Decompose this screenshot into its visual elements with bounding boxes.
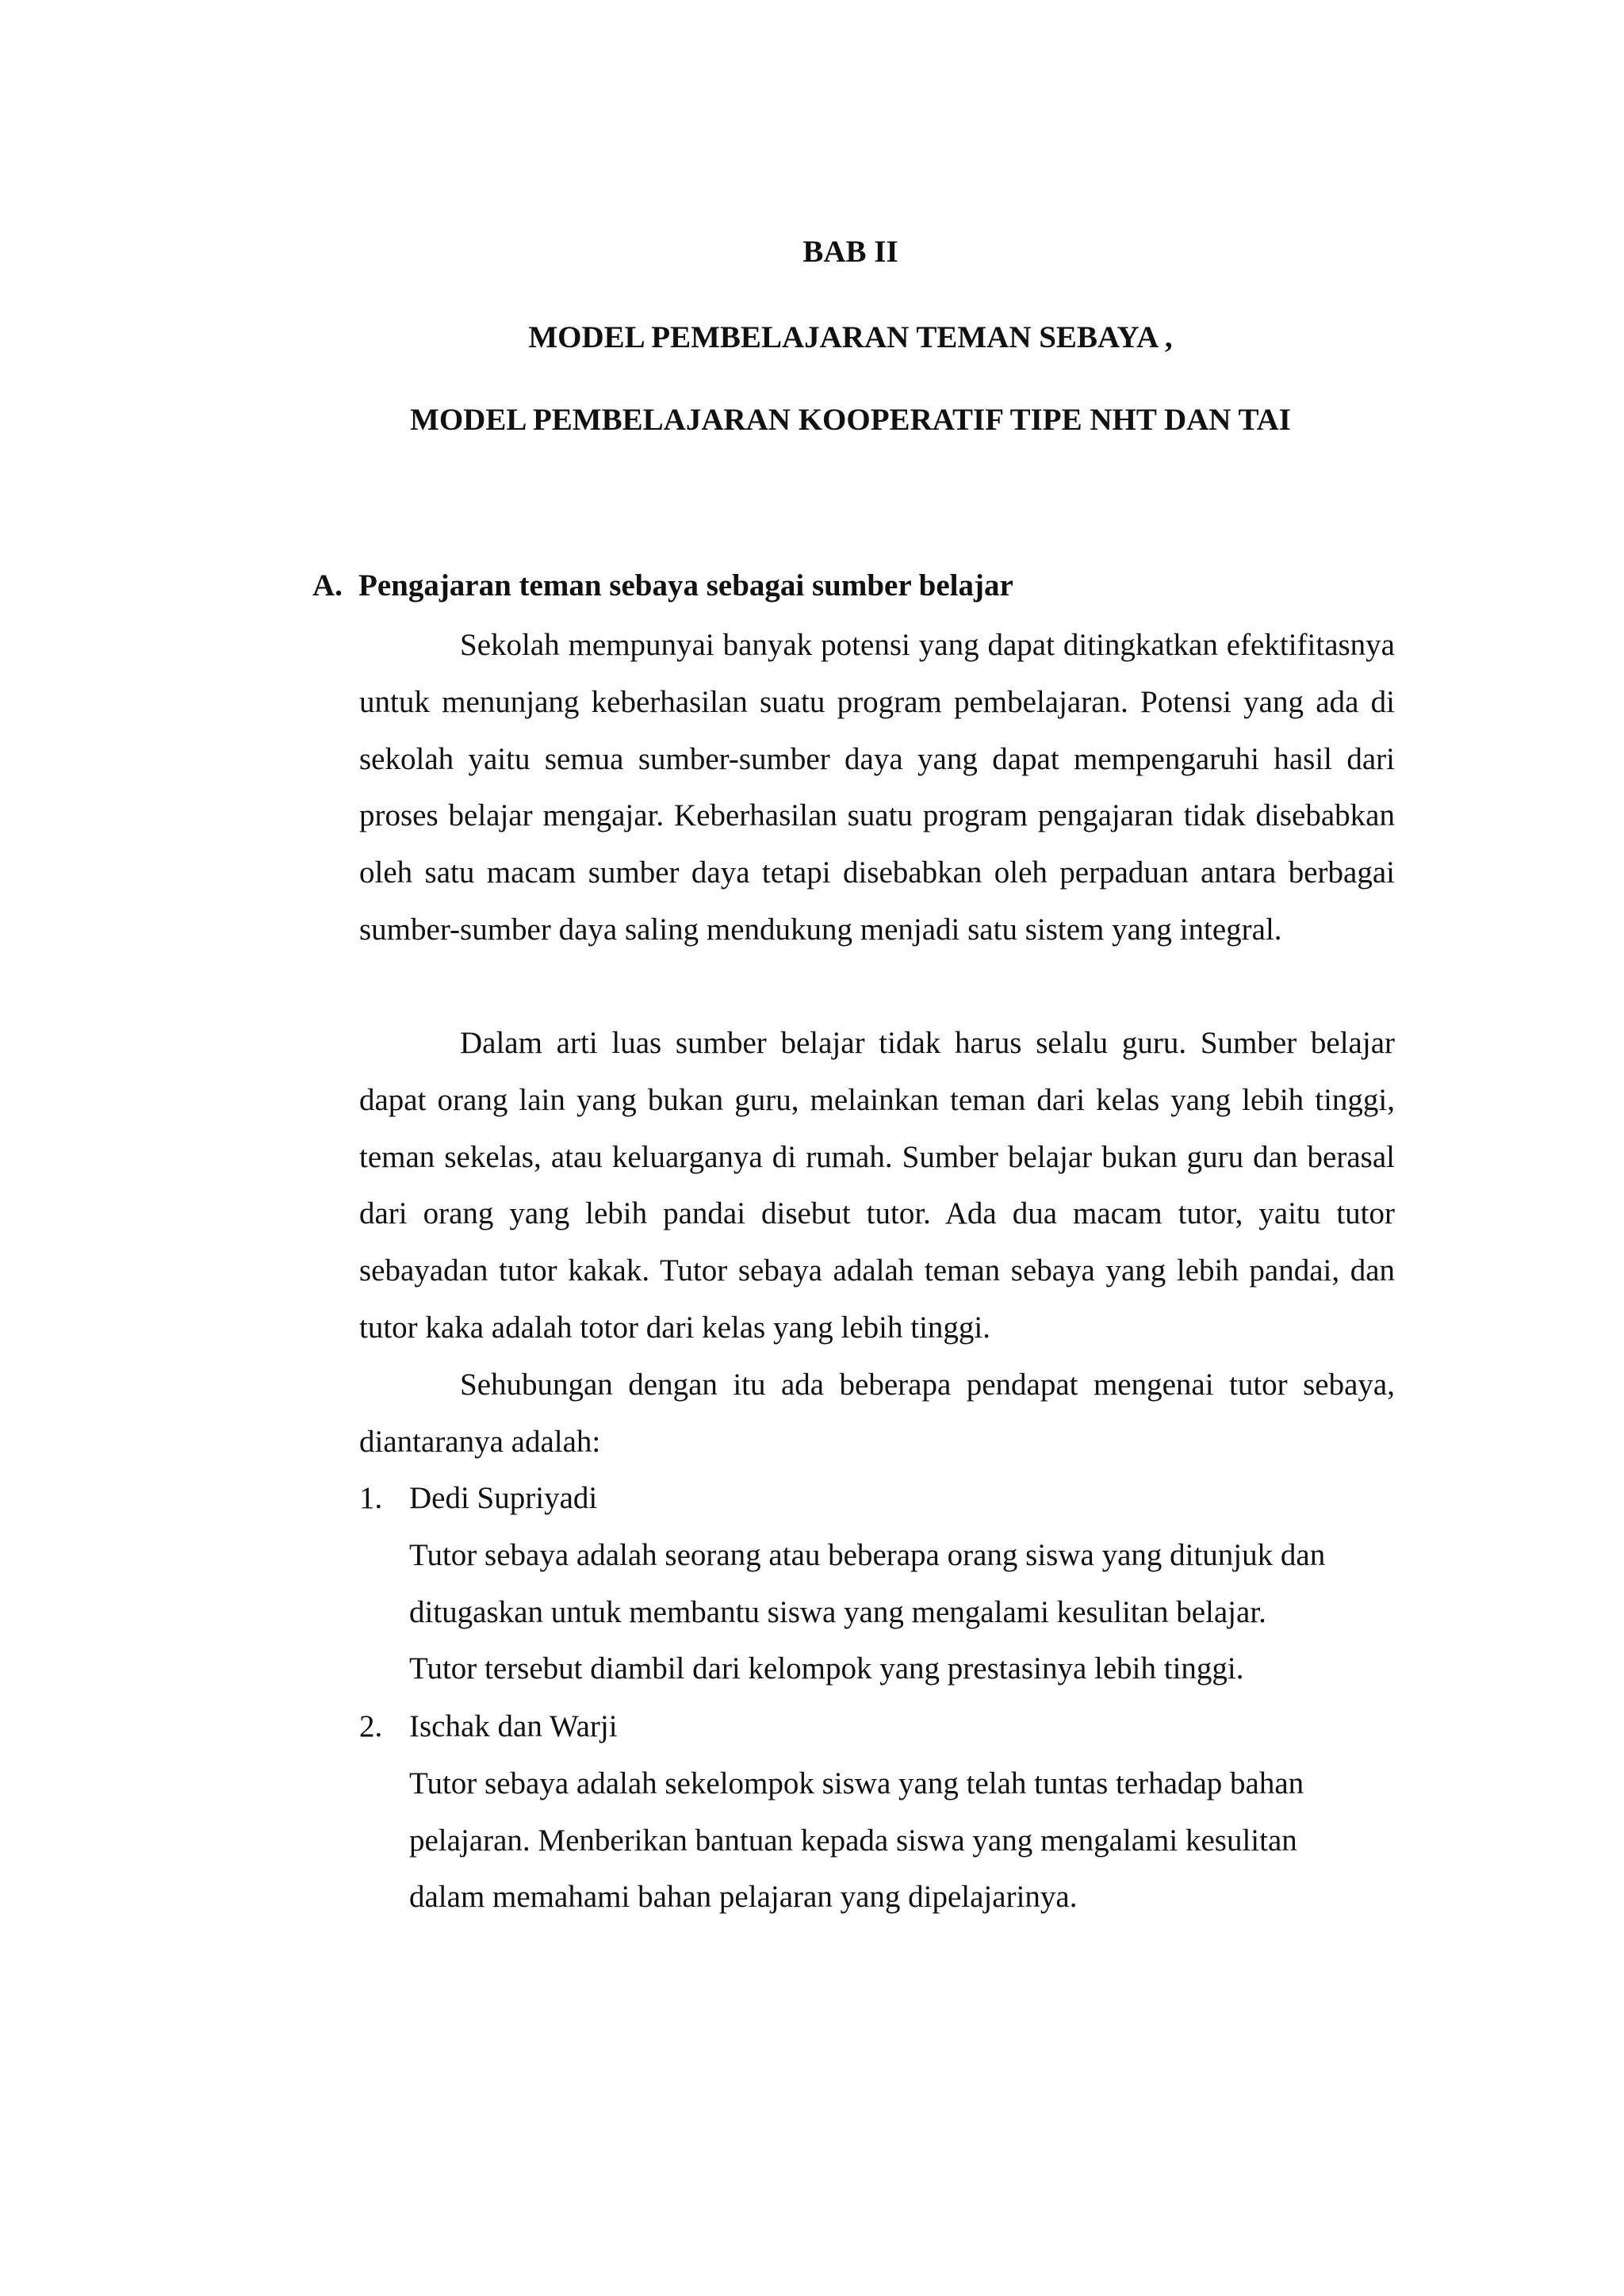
list-item-name: Ischak dan Warji bbox=[409, 1709, 618, 1743]
list-item-line: Tutor tersebut diambil dari kelompok yang prestasinya lebih tinggi. bbox=[409, 1651, 1244, 1686]
list-item-line: Tutor sebaya adalah seorang atau beberapa orang siswa yang ditunjuk dan bbox=[409, 1537, 1326, 1572]
list-item-head bbox=[359, 1470, 1395, 1527]
paragraph: Dalam arti luas sumber belajar tidak harus selalu guru. Sumber belajar dapat orang lain yang bukan guru, melainkan teman dari kelas yang lebih tinggi, teman sekelas, atau keluarganya di rumah. Sumber belajar bukan guru dan berasal dari orang yang lebih pandai disebut tutor. Ada dua macam tutor, yaitu tutor sebayadan tutor kakak. Tutor sebaya adalah teman sebaya yang lebih pandai, dan tutor kaka adalah totor dari kelas yang lebih tinggi. bbox=[359, 1026, 1395, 1345]
list-item bbox=[359, 1698, 1395, 1926]
section-heading bbox=[312, 567, 1013, 605]
list-item bbox=[359, 1470, 1395, 1697]
paragraph: Sehubungan dengan itu ada beberapa pendapat mengenai tutor sebaya, diantaranya adalah: bbox=[359, 1368, 1395, 1459]
list-item-number: 2. bbox=[359, 1709, 383, 1743]
list-item-line: pelajaran. Menberikan bantuan kepada siswa yang mengalami kesulitan bbox=[409, 1823, 1297, 1858]
list-item-line: ditugaskan untuk membantu siswa yang mengalami kesulitan belajar. bbox=[409, 1594, 1266, 1629]
chapter-title-line-1: MODEL PEMBELAJARAN TEMAN SEBAYA , bbox=[528, 320, 1173, 354]
list-item-body bbox=[409, 1527, 1395, 1697]
list-item-number: 1. bbox=[359, 1481, 383, 1515]
list-item-head bbox=[359, 1698, 1395, 1755]
list-item-line: Tutor sebaya adalah sekelompok siswa yang telah tuntas terhadap bahan bbox=[409, 1766, 1304, 1800]
paragraph: Sekolah mempunyai banyak potensi yang dapat ditingkatkan efektifitasnya untuk menunjang keberhasilan suatu program pembelajaran. Potensi yang ada di sekolah yaitu semua sumber-sumber daya yang dapat mempengaruhi hasil dari proses belajar mengajar. Keberhasilan suatu program pengajaran tidak disebabkan oleh satu macam sumber daya tetapi disebabkan oleh perpaduan antara berbagai sumber-sumber daya saling mendukung menjadi satu sistem yang integral. bbox=[359, 628, 1395, 947]
list-item-body bbox=[409, 1755, 1395, 1926]
section-title: Pengajaran teman sebaya sebagai sumber belajar bbox=[358, 568, 1013, 603]
list-item-name: Dedi Supriyadi bbox=[409, 1481, 598, 1515]
list-item-line: dalam memahami bahan pelajaran yang dipelajarinya. bbox=[409, 1880, 1078, 1915]
paragraph-2-block bbox=[359, 1015, 1395, 1357]
paragraph-1-block bbox=[359, 617, 1395, 959]
paragraph-3-block bbox=[359, 1357, 1395, 1471]
chapter-title-line-2: MODEL PEMBELAJARAN KOOPERATIF TIPE NHT DAN TAI bbox=[410, 403, 1291, 437]
section-letter: A. bbox=[312, 568, 343, 603]
chapter-heading: BAB II bbox=[802, 235, 898, 269]
